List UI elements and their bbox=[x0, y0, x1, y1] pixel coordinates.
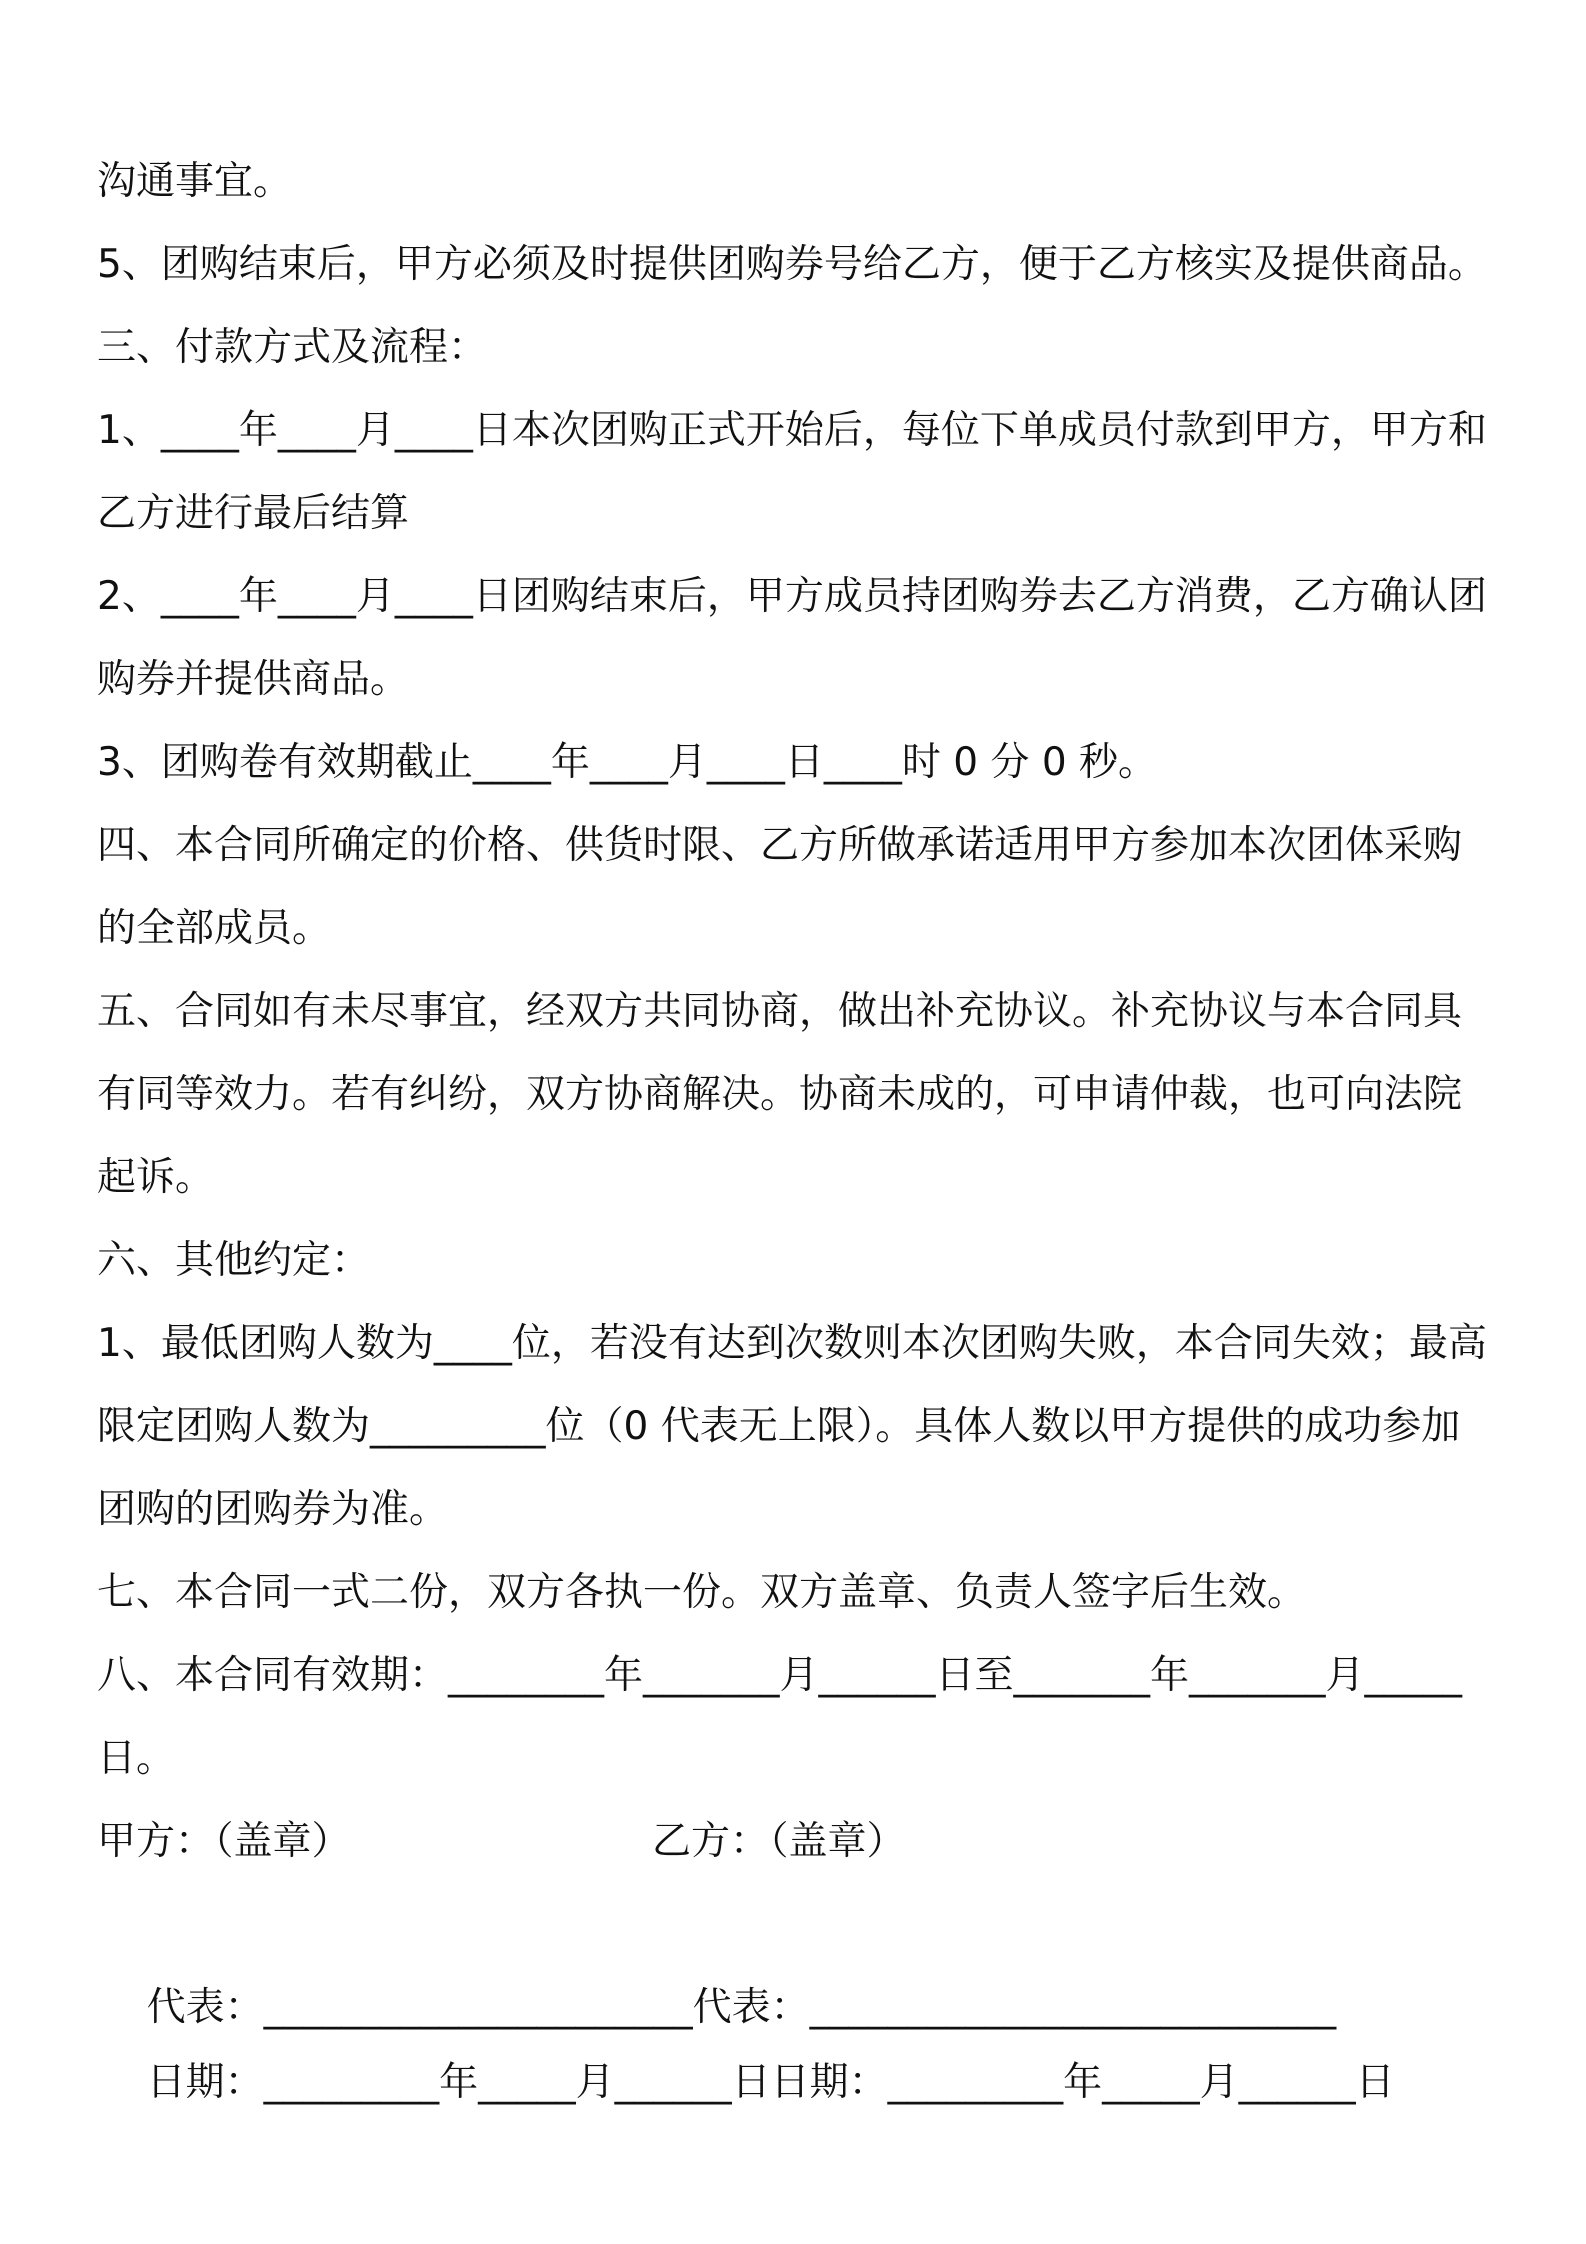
party-a-representative: 代表：______________________ bbox=[146, 1985, 693, 2030]
party-b-date: 日期：_________年_____月______日 bbox=[770, 2060, 1395, 2105]
section-copies: 七、本合同一式二份，双方各执一份。双方盖章、负责人签字后生效。 bbox=[97, 1570, 1307, 1615]
paragraph-clause-5: 5、团购结束后，甲方必须及时提供团购券号给乙方，便于乙方核实及提供商品。 bbox=[97, 242, 1487, 287]
section-price-scope: 四、本合同所确定的价格、供货时限、乙方所做承诺适用甲方参加本次团体采购的全部成员。 bbox=[97, 823, 1463, 951]
section-validity: 八、本合同有效期：________年_______月______日至_______年_______月_____日。 bbox=[97, 1653, 1463, 1781]
signature-representatives-row bbox=[97, 1883, 1496, 2030]
paragraph-communication: 沟通事宜。 bbox=[97, 159, 293, 204]
date-fields bbox=[147, 2060, 1395, 2105]
paragraph-payment-2: 2、____年____月____日团购结束后，甲方成员持团购券去乙方消费，乙方确认团购券并提供商品。 bbox=[97, 574, 1487, 702]
party-b-stamp: 乙方：（盖章） bbox=[652, 1819, 906, 1864]
paragraph-payment-1: 1、____年____月____日本次团购正式开始后，每位下单成员付款到甲方，甲方和乙方进行最后结算 bbox=[97, 408, 1487, 536]
signature-parties-row bbox=[97, 1800, 1496, 1883]
party-a-stamp: 甲方：（盖章） bbox=[97, 1819, 351, 1864]
party-a-date: 日期：_________年_____月______日 bbox=[146, 2060, 771, 2105]
party-b-representative: 代表：___________________________ bbox=[692, 1985, 1337, 2030]
signature-dates-row bbox=[97, 1966, 1496, 2105]
section-supplementary: 五、合同如有未尽事宜，经双方共同协商，做出补充协议。补充协议与本合同具有同等效力。若有纠纷，双方协商解决。协商未成的，可申请仲裁，也可向法院起诉。 bbox=[97, 989, 1463, 1200]
paragraph-payment-3: 3、团购卷有效期截止____年____月____日____时 0 分 0 秒。 bbox=[97, 740, 1158, 785]
section-heading-payment: 三、付款方式及流程： bbox=[97, 325, 488, 370]
section-heading-other: 六、其他约定： bbox=[97, 1238, 371, 1283]
paragraph-other-1: 1、最低团购人数为____位，若没有达到次数则本次团购失败，本合同失效；最高限定团购人数为_________位（0 代表无上限）。具体人数以甲方提供的成功参加团购的团购券为准。 bbox=[97, 1321, 1487, 1532]
